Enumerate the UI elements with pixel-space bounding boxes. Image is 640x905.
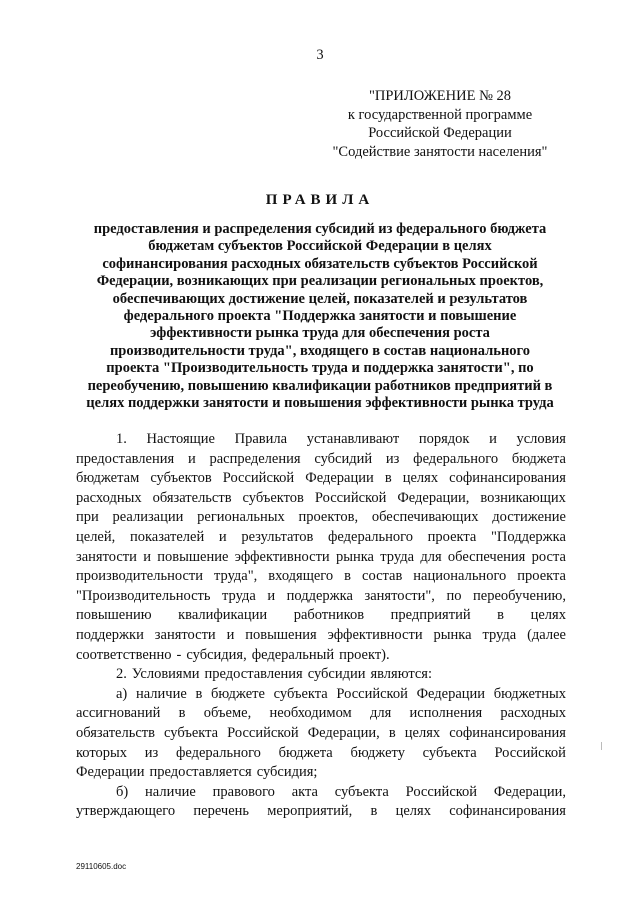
- word: в: [370, 803, 378, 820]
- word: в: [195, 685, 203, 702]
- subtitle-line: проекта "Производительность труда и поддержка занятости", по: [106, 360, 534, 377]
- word: обязательств: [152, 489, 232, 506]
- body-line: [76, 450, 566, 470]
- word: федерального: [413, 450, 499, 467]
- word: предприятий: [390, 607, 471, 624]
- word: в: [178, 705, 186, 722]
- word: и: [489, 431, 497, 447]
- word: эффективности: [327, 626, 423, 643]
- body-line: [76, 704, 566, 724]
- appendix-line: Российской Федерации: [368, 125, 512, 141]
- body-line: [76, 528, 566, 548]
- appendix-line: "Содействие занятости населения": [332, 143, 548, 160]
- word: целях: [395, 803, 431, 820]
- word: расходных: [76, 489, 142, 506]
- word: софинансирования: [449, 724, 566, 741]
- word: национального: [413, 568, 507, 585]
- word: предоставляется: [149, 764, 252, 781]
- word: реализации: [112, 509, 184, 526]
- word: повышению: [76, 607, 152, 624]
- body-line: [76, 430, 566, 450]
- word: занятости: [154, 626, 216, 643]
- word: Федерации: [76, 764, 145, 781]
- subtitle-line: производительности труда", входящего в состав национального: [109, 342, 531, 359]
- word: соответственно: [76, 646, 172, 663]
- body-line: [76, 567, 566, 587]
- word: мероприятий,: [267, 803, 353, 820]
- word: которых: [76, 744, 128, 761]
- body-line: [76, 489, 566, 509]
- word: и: [267, 587, 276, 604]
- word: для: [420, 548, 442, 565]
- word: бюджетных: [493, 685, 566, 702]
- word: б): [116, 783, 129, 800]
- word: роста: [531, 548, 566, 565]
- word: Федерации: [416, 685, 486, 702]
- word: "Поддержка: [491, 528, 566, 545]
- word: объеме,: [203, 705, 252, 722]
- body-line: [76, 587, 566, 607]
- word: бюджета: [278, 744, 333, 761]
- subtitle-line: федерального проекта "Поддержка занятости и повышение: [123, 308, 517, 325]
- word: целях: [530, 607, 566, 624]
- word: Российской: [227, 724, 299, 741]
- body-line: [76, 665, 566, 685]
- word: порядок: [418, 431, 470, 447]
- word: 2.: [116, 666, 127, 683]
- word: целях: [404, 724, 441, 741]
- word: занятости",: [364, 587, 435, 604]
- word: субъекта: [334, 783, 389, 800]
- word: необходимом: [269, 705, 352, 722]
- body-line: [76, 646, 566, 666]
- word: обеспечения: [447, 548, 526, 565]
- word: Правила: [234, 431, 288, 447]
- word: субъекта: [273, 685, 328, 702]
- word: Российской: [405, 783, 478, 800]
- word: Федерации,: [397, 489, 470, 506]
- word: и: [226, 626, 235, 643]
- word: из: [385, 450, 400, 467]
- body-line: [76, 724, 566, 744]
- word: субсидия;: [256, 764, 318, 781]
- word: эффективности: [234, 548, 330, 565]
- body-line: [76, 802, 566, 822]
- word: обеспечивающих: [371, 509, 479, 526]
- body-line: [76, 548, 566, 568]
- word: работников: [293, 607, 365, 624]
- body-line: [76, 606, 566, 626]
- word: Российской: [222, 470, 295, 487]
- word: поддержки: [76, 626, 144, 643]
- word: исполнения: [409, 705, 483, 722]
- subtitle-line: софинансирования расходных обязательств субъектов Российской: [102, 255, 538, 272]
- word: входящего: [268, 568, 334, 585]
- word: 1.: [116, 431, 127, 447]
- word: софинансирования: [449, 470, 566, 487]
- word: проекта: [427, 528, 477, 545]
- word: являются:: [370, 666, 433, 683]
- appendix-header: [300, 87, 580, 161]
- word: из: [144, 744, 159, 761]
- word: целей,: [76, 528, 116, 545]
- word: состав: [362, 568, 403, 585]
- word: в: [497, 607, 505, 624]
- word: Федерации,: [307, 724, 380, 741]
- subtitle-line: обеспечивающих достижение целей, показателей и результатов: [112, 290, 528, 307]
- word: предоставления: [204, 666, 303, 683]
- word: Федерации: [305, 470, 374, 487]
- appendix-line: "ПРИЛОЖЕНИЕ № 28: [368, 88, 512, 104]
- word: бюджетам: [76, 470, 140, 487]
- body-line: [76, 783, 566, 803]
- word: проектов,: [298, 509, 359, 526]
- word: предоставления: [76, 450, 175, 467]
- document-subtitle: [40, 221, 600, 412]
- word: проекта: [517, 568, 566, 585]
- word: в: [384, 470, 392, 487]
- subtitle-line: предоставления и распределения субсидий из федерального бюджета: [93, 221, 547, 237]
- word: наличие: [145, 783, 196, 800]
- appendix-line: к государственной программе: [347, 106, 533, 123]
- word: бюджета: [511, 450, 566, 467]
- word: Условиями: [131, 666, 200, 683]
- word: труда",: [214, 568, 258, 585]
- word: Российской: [314, 489, 387, 506]
- word: Российской: [336, 685, 408, 702]
- word: по: [446, 587, 462, 604]
- word: рынка: [433, 626, 472, 643]
- word: при: [76, 509, 99, 526]
- word: повышения: [245, 626, 317, 643]
- word: субъектов: [242, 489, 304, 506]
- subtitle-line: целях поддержки занятости и повышения эффективности рынка труда: [86, 395, 554, 412]
- body-line: [76, 626, 566, 646]
- page-number: 3: [316, 47, 324, 63]
- word: субъектов: [150, 470, 212, 487]
- word: в: [344, 568, 352, 585]
- word: поддержка: [286, 587, 353, 604]
- subtitle-line: эффективности рынка труда для обеспечения роста: [150, 325, 490, 342]
- word: софинансирования: [449, 803, 566, 820]
- word: Федерации,: [493, 783, 566, 800]
- word: субсидий: [314, 450, 373, 467]
- word: для: [369, 705, 392, 722]
- word: и: [187, 450, 196, 467]
- word: федерального: [175, 744, 261, 761]
- word: производительности: [76, 568, 203, 585]
- word: и: [143, 548, 151, 565]
- word: возникающих: [480, 489, 566, 506]
- word: Российской: [494, 744, 566, 761]
- word: "Производительность: [76, 587, 211, 604]
- word: федеральный: [251, 646, 335, 663]
- scan-mark: [601, 742, 602, 750]
- word: субсидии: [307, 666, 366, 683]
- word: обязательств: [76, 724, 155, 741]
- word: условия: [516, 431, 566, 447]
- word: труда: [380, 548, 415, 565]
- word: труда: [222, 587, 256, 604]
- body-line: [76, 763, 566, 783]
- body-line: [76, 508, 566, 528]
- word: бюджете: [211, 685, 265, 702]
- word: устанавливают: [306, 431, 400, 447]
- word: региональных: [197, 509, 285, 526]
- word: а): [116, 685, 128, 702]
- word: целях: [402, 470, 439, 487]
- word: акта: [291, 783, 318, 800]
- footer-filename: 29110605.doc: [76, 862, 127, 871]
- word: распределения: [209, 450, 301, 467]
- body-line: [76, 469, 566, 489]
- word: правового: [212, 783, 275, 800]
- document-title: ПРАВИЛА: [265, 192, 375, 208]
- word: проект).: [339, 646, 390, 663]
- word: (далее: [527, 626, 566, 643]
- word: показателей: [129, 528, 205, 545]
- word: повышение: [157, 548, 229, 565]
- subtitle-line: переобучению, повышению квалификации работников предприятий в: [87, 377, 553, 394]
- word: достижение: [492, 509, 566, 526]
- document-body: [76, 430, 566, 822]
- word: квалификации: [178, 607, 268, 624]
- word: расходных: [500, 705, 566, 722]
- body-line: [76, 744, 566, 764]
- body-line: [76, 685, 566, 705]
- word: федерального: [328, 528, 413, 545]
- word: переобучению,: [473, 587, 566, 604]
- word: труда: [482, 626, 517, 643]
- word: рынка: [335, 548, 374, 565]
- word: -: [176, 646, 182, 663]
- word: результатов: [241, 528, 314, 545]
- word: ассигнований: [76, 705, 161, 722]
- word: занятости: [76, 548, 137, 565]
- subtitle-line: бюджетам субъектов Российской Федерации в целях: [148, 238, 492, 255]
- subtitle-line: Федерации, возникающих при реализации региональных проектов,: [96, 273, 544, 290]
- word: субсидия,: [186, 646, 247, 663]
- word: субъекта: [164, 724, 219, 741]
- word: в: [388, 724, 396, 741]
- word: Настоящие: [146, 431, 215, 447]
- word: субъекта: [422, 744, 477, 761]
- word: перечень: [193, 803, 249, 820]
- word: утверждающего: [76, 803, 176, 820]
- word: и: [218, 528, 227, 545]
- word: бюджету: [350, 744, 405, 761]
- word: наличие: [135, 685, 187, 702]
